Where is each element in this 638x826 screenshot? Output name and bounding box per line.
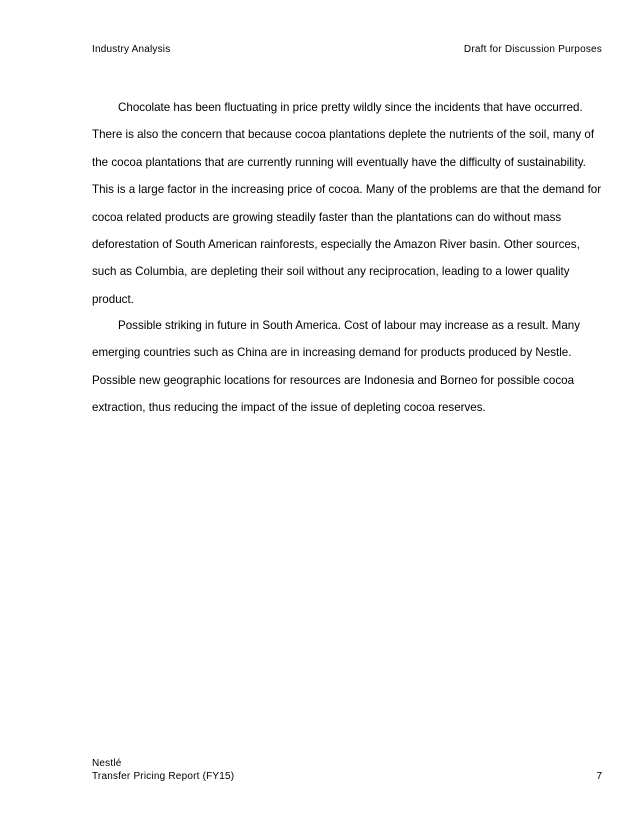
- footer-company-name: Nestlé: [92, 758, 122, 769]
- header-draft-notice: Draft for Discussion Purposes: [463, 44, 602, 55]
- body-paragraph-future-risks: Possible striking in future in South America. Cost of labour may increase as a result. Many emerging countries such as China are in increasing demand for products produced by Nestle. Possible new geographic locations for resources are Indonesia and Borneo for possible cocoa extraction, thus reducing the impact of the issue of depleting cocoa reserves.: [92, 319, 581, 415]
- header-section-title: Industry Analysis: [92, 44, 171, 55]
- body-paragraph-cocoa-prices: Chocolate has been fluctuating in price pretty wildly since the incidents that have occurred. There is also the concern that because cocoa plantations deplete the nutrients of the soil, many of the cocoa plantations that are currently running will eventually have the difficulty of sustainability. This is a large factor in the increasing price of cocoa. Many of the problems are that the demand for cocoa related products are growing steadily faster than the plantations can do without mass deforestation of South American rainforests, especially the Amazon River basin. Other sources, such as Columbia, are depleting their soil without any reciprocation, leading to a lower quality product.: [92, 101, 602, 306]
- page-header: [92, 43, 602, 57]
- footer-report-title: Transfer Pricing Report (FY15): [92, 771, 235, 782]
- page-footer: [92, 757, 602, 783]
- page-number: 7: [596, 771, 602, 782]
